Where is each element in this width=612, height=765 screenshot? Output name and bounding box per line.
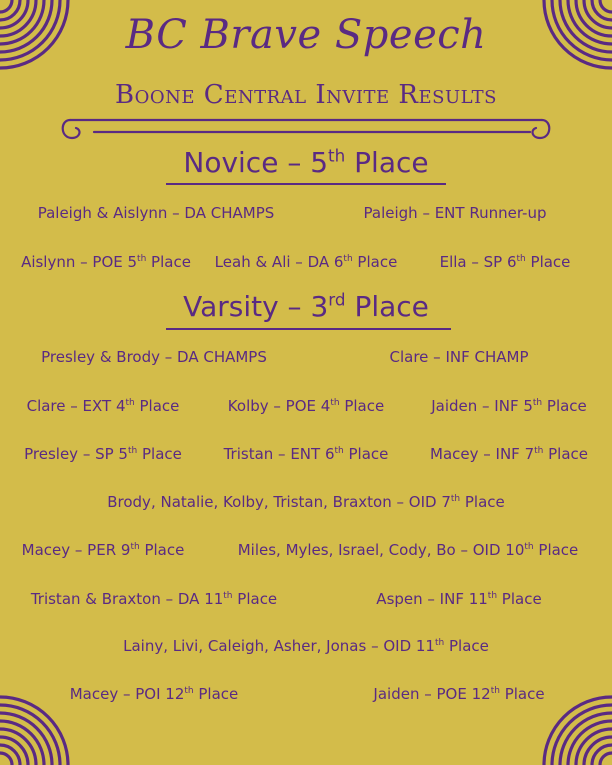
result-item: Ella – SP 6th Place xyxy=(439,253,571,271)
result-item: Lainy, Livi, Caleigh, Asher, Jonas – OID 11th Place xyxy=(123,637,489,655)
result-item: Clare – EXT 4th Place xyxy=(26,397,180,415)
result-item: Kolby – POE 4th Place xyxy=(227,397,385,415)
novice-heading-ordinal: th xyxy=(328,145,346,166)
result-item: Macey – POI 12th Place xyxy=(69,685,239,703)
result-item: Presley & Brody – DA CHAMPS xyxy=(41,348,267,366)
result-item: Brody, Natalie, Kolby, Tristan, Braxton – OID 7th Place xyxy=(107,493,505,511)
result-item: Presley – SP 5th Place xyxy=(24,445,182,463)
page-subtitle: Boone Central Invite Results xyxy=(115,80,497,110)
varsity-heading-rule xyxy=(166,328,451,330)
varsity-heading-suffix: Place xyxy=(345,290,429,323)
page-title: BC Brave Speech xyxy=(125,12,487,58)
novice-heading-label: Novice – 5 xyxy=(183,146,329,179)
varsity-heading-ordinal: rd xyxy=(328,289,346,310)
result-item: Macey – PER 9th Place xyxy=(21,541,185,559)
flourish-divider-icon xyxy=(58,110,554,146)
result-item: Aislynn – POE 5th Place xyxy=(21,253,191,271)
novice-heading-rule xyxy=(166,183,446,185)
result-item: Tristan – ENT 6th Place xyxy=(223,445,389,463)
result-item: Leah & Ali – DA 6th Place xyxy=(214,253,398,271)
corner-arcs-icon-bottom-left xyxy=(0,685,80,765)
result-item: Jaiden – INF 5th Place xyxy=(431,397,587,415)
varsity-heading xyxy=(0,290,612,323)
result-item: Clare – INF CHAMP xyxy=(389,348,529,366)
result-item: Tristan & Braxton – DA 11th Place xyxy=(30,590,278,608)
result-item: Miles, Myles, Israel, Cody, Bo – OID 10th Place xyxy=(237,541,579,559)
varsity-heading-label: Varsity – 3 xyxy=(183,290,329,323)
novice-heading-suffix: Place xyxy=(345,146,429,179)
novice-heading xyxy=(0,146,612,179)
result-item: Jaiden – POE 12th Place xyxy=(373,685,545,703)
result-item: Macey – INF 7th Place xyxy=(430,445,588,463)
result-item: Paleigh & Aislynn – DA CHAMPS xyxy=(37,204,275,222)
result-item: Paleigh – ENT Runner-up xyxy=(363,204,547,222)
result-item: Aspen – INF 11th Place xyxy=(376,590,542,608)
